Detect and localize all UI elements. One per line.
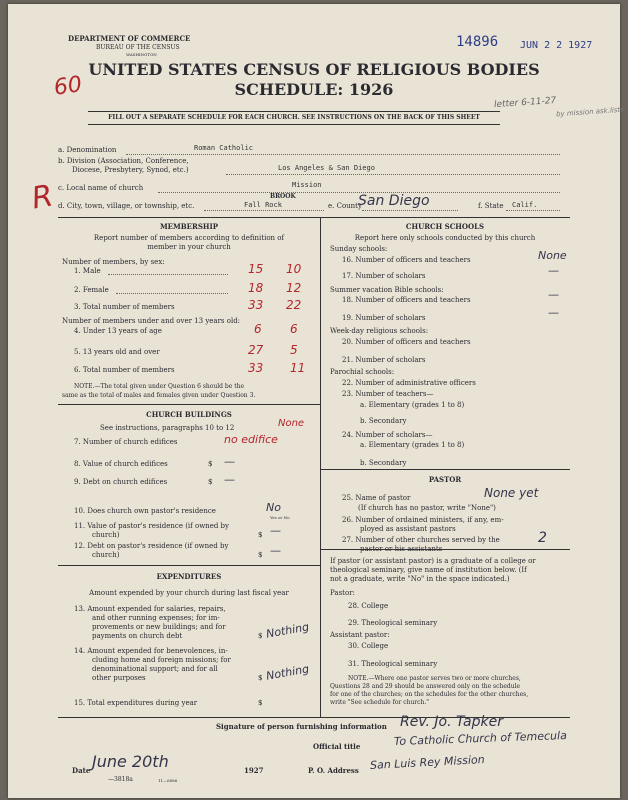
official-title-label: Official title <box>313 742 361 751</box>
q23a-label: a. Elementary (grades 1 to 8) <box>360 401 465 409</box>
q22-label: 22. Number of administrative officers <box>342 379 476 387</box>
q7-value: no edifice <box>224 433 278 446</box>
q24b-label: b. Secondary <box>360 459 407 467</box>
label-division-1: b. Division (Association, Conference, <box>58 157 189 165</box>
row-female-label: 2. Female <box>74 286 109 294</box>
q17-value: — <box>548 264 559 277</box>
q11-value: — <box>270 524 281 537</box>
q29-label: 29. Theological seminary <box>348 619 438 627</box>
q21-label: 21. Number of scholars <box>342 356 426 364</box>
label-county: e. County <box>328 202 362 210</box>
q16-value: None <box>538 249 567 262</box>
q27-label-a: 27. Number of other churches served by the <box>342 536 500 544</box>
pastor-note-2: Questions 28 and 29 should be answered only on the schedule <box>330 683 521 690</box>
q14-dollar: $ <box>258 674 263 682</box>
q12-value: — <box>270 544 281 557</box>
po-address-value: San Luis Rey Mission <box>369 753 486 772</box>
q13-line-3: provements or new buildings; and for <box>92 623 226 631</box>
q20-label: 20. Number of officers and teachers <box>342 338 471 346</box>
official-title-value: To Catholic Church of Temecula <box>393 728 568 749</box>
membership-title: MEMBERSHIP <box>159 222 219 231</box>
q13-line-2: and other running expenses; for im- <box>92 614 220 622</box>
q19-value: — <box>548 306 559 319</box>
label-local-name: c. Local name of church <box>58 184 144 192</box>
q14-line-4: other purposes <box>92 674 146 682</box>
q8-value: — <box>224 455 235 468</box>
bureau-name: BUREAU OF THE CENSUS <box>96 44 180 51</box>
q26-label-b: ployed as assistant pastors <box>360 525 456 533</box>
q25-label: 25. Name of pastor <box>342 494 411 502</box>
parochial-heading: Parochial schools: <box>330 368 395 376</box>
q12-label-b: church) <box>92 551 120 559</box>
po-address-label: P. O. Address <box>308 766 359 775</box>
signature-label: Signature of person furnishing information <box>216 722 387 731</box>
pastor-note-3: for one of the churches; on the schedules for the other churches, <box>330 691 529 698</box>
form-number-2: 11—6086 <box>158 778 178 783</box>
q23b-label: b. Secondary <box>360 417 407 425</box>
buildings-intro-hand: None <box>278 418 305 429</box>
membership-note-1: NOTE.—The total given under Question 6 should be the <box>74 383 245 390</box>
row-13over-v2: 5 <box>290 343 298 357</box>
q31-label: 31. Theological seminary <box>348 660 438 668</box>
red-mark-number: 60 <box>52 72 84 101</box>
q19-label: 19. Number of scholars <box>342 314 426 322</box>
date-value: June 20th <box>92 752 169 771</box>
q10-hint: Yes or No <box>270 515 290 520</box>
row-male-label: 1. Male <box>74 267 101 275</box>
buildings-intro: See instructions, paragraphs 10 to 12 <box>100 424 235 432</box>
expenditures-intro: Amount expended by your church during last fiscal year <box>89 589 289 597</box>
grad-line-3: not a graduate, write "No" in the space indicated.) <box>330 575 510 583</box>
q13-dollar: $ <box>258 632 263 640</box>
q16-label: 16. Number of officers and teachers <box>342 256 471 264</box>
label-city: d. City, town, village, or township, etc. <box>58 202 195 210</box>
row-total2-v1: 33 <box>248 361 264 375</box>
dept-name: DEPARTMENT OF COMMERCE <box>68 34 191 43</box>
q18-label: 18. Number of officers and teachers <box>342 296 471 304</box>
state-value: Calif. <box>512 201 538 209</box>
grad-line-1: If pastor (or assistant pastor) is a graduate of a college or <box>330 557 536 565</box>
q10-label: 10. Does church own pastor's residence <box>74 507 216 515</box>
row-total2-v2: 11 <box>290 361 306 375</box>
census-schedule-sheet <box>8 4 625 798</box>
label-state: f. State <box>478 202 504 210</box>
denomination-value: Roman Catholic <box>194 144 254 152</box>
q9-value: — <box>224 473 235 486</box>
q23-label: 23. Number of teachers— <box>342 390 434 398</box>
q9-dollar: $ <box>208 478 213 486</box>
membership-intro-2: member in your church <box>147 243 231 251</box>
row-under13-v2: 6 <box>290 322 298 336</box>
q18-value: — <box>548 288 559 301</box>
membership-intro-1: Report number of members according to definition of <box>93 234 285 242</box>
row-under13-v1: 6 <box>254 322 262 336</box>
signature-value: Rev. Jo. Tapker <box>400 714 504 730</box>
schools-title: CHURCH SCHOOLS <box>405 222 485 231</box>
q14-value: Nothing <box>265 662 311 683</box>
date-year: 1927 <box>244 766 264 775</box>
pastor-title: PASTOR <box>428 475 462 484</box>
q11-label-a: 11. Value of pastor's residence (if owned by <box>74 522 229 530</box>
note-right2: by mission ask.lists <box>555 105 625 119</box>
form-title: UNITED STATES CENSUS OF RELIGIOUS BODIES <box>88 60 540 79</box>
pastor-note-1: NOTE.—Where one pastor serves two or more churches, <box>348 675 521 682</box>
q7-label: 7. Number of church edifices <box>74 438 178 446</box>
instruction: FILL OUT A SEPARATE SCHEDULE FOR EACH CHURCH. SEE INSTRUCTIONS ON THE BACK OF THIS SHEET <box>108 114 480 121</box>
q15-label: 15. Total expenditures during year <box>74 699 198 707</box>
stamp-date: JUN 2 2 1927 <box>520 40 593 51</box>
schools-intro: Report here only schools conducted by this church <box>354 234 536 242</box>
q25-value: None yet <box>484 486 539 500</box>
note-right: letter 6-11-27 <box>493 95 557 111</box>
q11-label-b: church) <box>92 531 120 539</box>
pastor-note-4: write "See schedule for church." <box>330 699 430 706</box>
row-total-label: 3. Total number of members <box>74 303 175 311</box>
pastor-label: Pastor: <box>330 589 355 597</box>
form-number: —3818a <box>108 776 133 783</box>
q13-line-4: payments on church debt <box>92 632 183 640</box>
q27-label-b: pastor or his assistants <box>360 545 443 553</box>
row-total-v2: 22 <box>286 298 302 312</box>
sunday-heading: Sunday schools: <box>330 245 388 253</box>
buildings-title: CHURCH BUILDINGS <box>146 410 232 419</box>
q14-line-1: 14. Amount expended for benevolences, in- <box>74 647 228 655</box>
row-male-v1: 15 <box>248 262 264 276</box>
membership-sex-heading: Number of members, by sex: <box>62 258 165 266</box>
form-schedule: SCHEDULE: 1926 <box>234 80 394 99</box>
q24a-label: a. Elementary (grades 1 to 8) <box>360 441 465 449</box>
q13-value: Nothing <box>265 620 311 641</box>
q26-label-a: 26. Number of ordained ministers, if any, em- <box>342 516 504 524</box>
division-value: Los Angeles & San Diego <box>278 164 375 172</box>
city-correction: BROOK <box>270 193 296 200</box>
row-13over-label: 5. 13 years old and over <box>74 348 160 356</box>
stamp-number: 14896 <box>456 34 499 50</box>
q11-dollar: $ <box>258 531 263 539</box>
q25-hint: (If church has no pastor, write "None") <box>358 504 496 512</box>
city-value: Fall Rock <box>244 201 282 209</box>
row-female-v1: 18 <box>248 281 264 295</box>
local-name-value: Mission <box>292 181 322 189</box>
membership-age-heading: Number of members under and over 13 years old: <box>62 317 241 325</box>
q12-dollar: $ <box>258 551 263 559</box>
membership-note-2: same as the total of males and females given under Question 3. <box>62 392 256 399</box>
row-total2-label: 6. Total number of members <box>74 366 175 374</box>
q8-label: 8. Value of church edifices <box>74 460 168 468</box>
label-denomination: a. Denomination <box>58 146 117 154</box>
grad-line-2: theological seminary, give name of institution below. (If <box>330 566 527 574</box>
q14-line-2: cluding home and foreign missions; for <box>92 656 231 664</box>
q17-label: 17. Number of scholars <box>342 272 426 280</box>
q13-line-1: 13. Amount expended for salaries, repairs, <box>74 605 226 613</box>
expenditures-title: EXPENDITURES <box>156 572 222 581</box>
city-name: WASHINGTON <box>126 52 157 57</box>
q10-value: No <box>266 501 281 514</box>
date-label: Date <box>72 766 91 775</box>
q9-label: 9. Debt on church edifices <box>74 478 168 486</box>
row-total-v1: 33 <box>248 298 264 312</box>
q15-dollar: $ <box>258 699 263 707</box>
q14-line-3: denominational support; and for all <box>92 665 218 673</box>
row-male-v2: 10 <box>286 262 302 276</box>
label-division-2: Diocese, Presbytery, Synod, etc.) <box>72 166 189 174</box>
red-letter-mark: R <box>29 178 56 217</box>
q12-label-a: 12. Debt on pastor's residence (if owned by <box>74 542 229 550</box>
vacation-heading: Summer vacation Bible schools: <box>330 286 444 294</box>
weekday-heading: Week-day religious schools: <box>330 327 429 335</box>
q27-value: 2 <box>538 530 547 546</box>
county-value: San Diego <box>358 193 430 209</box>
q24-label: 24. Number of scholars— <box>342 431 433 439</box>
row-under13-label: 4. Under 13 years of age <box>74 327 162 335</box>
q8-dollar: $ <box>208 460 213 468</box>
q28-label: 28. College <box>348 602 389 610</box>
row-13over-v1: 27 <box>248 343 264 357</box>
row-female-v2: 12 <box>286 281 302 295</box>
asst-pastor-label: Assistant pastor: <box>330 631 390 639</box>
q30-label: 30. College <box>348 642 389 650</box>
